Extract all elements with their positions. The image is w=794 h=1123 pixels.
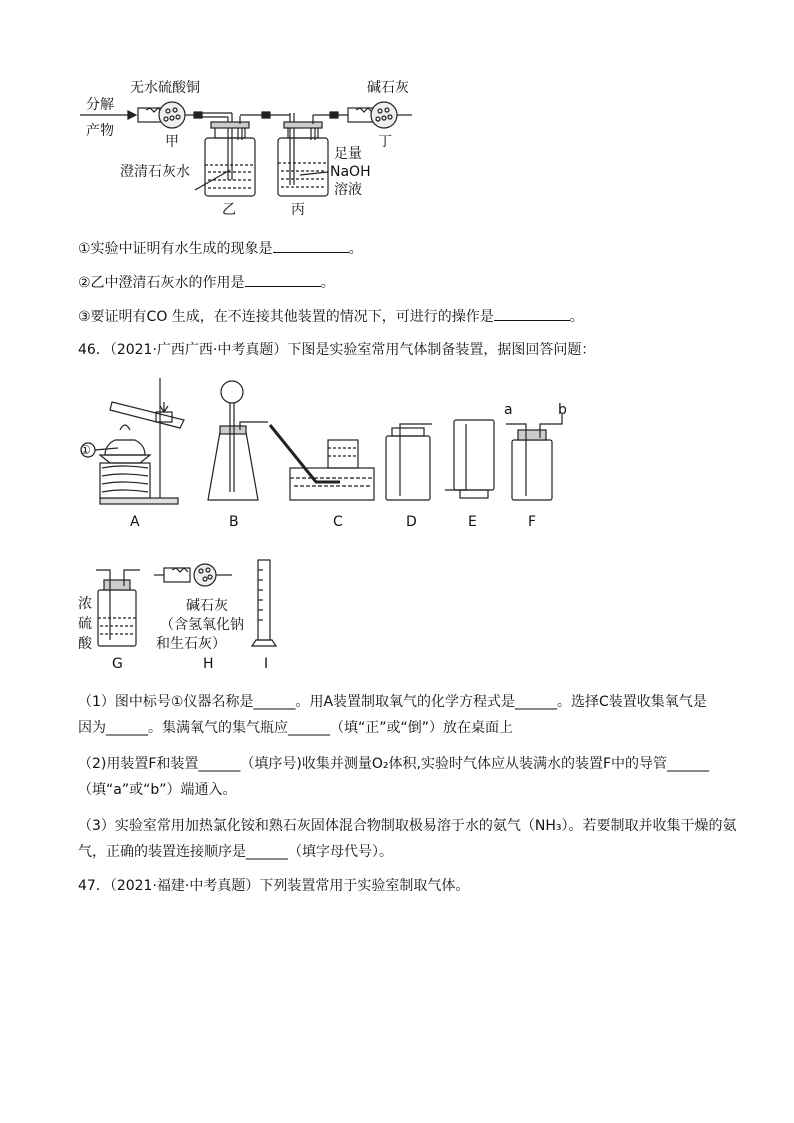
label-bing: 丙 xyxy=(291,202,305,218)
stand-base xyxy=(100,498,178,504)
q47-header: 47．（2021·福建·中考真题）下列装置常用于实验室制取气体。 xyxy=(78,878,470,894)
label-circle-1: ① xyxy=(80,443,91,457)
label-sufficient: 足量 xyxy=(334,146,362,162)
q46-header: 46．（2021·广西广西·中考真题）下图是实验室常用气体制备装置，据图回答问题： xyxy=(78,342,596,358)
q45-item-2: ②乙中澄清石灰水的作用是 。 xyxy=(78,272,335,293)
label-soda-lime-h: 碱石灰 xyxy=(186,598,228,614)
arrow-label-products: 产物 xyxy=(86,123,114,139)
alcohol-lamp-cap xyxy=(105,440,145,455)
bottle-d xyxy=(386,436,430,500)
label-anhydrous-cuso4: 无水硫酸铜 xyxy=(130,80,200,96)
q46-sub1-line1: （1）图中标号①仪器名称是______。用A装置制取氧气的化学方程式是______。选择C装置收集氧气是 xyxy=(78,694,707,710)
bottle-f xyxy=(512,440,552,500)
label-port-a: a xyxy=(504,402,513,418)
arrow-label-decompose: 分解 xyxy=(86,97,114,113)
q46-sub2-line1: （2)用装置F和装置______（填序号)收集并测量O₂体积,实验时气体应从装满水的装置F中的导管______ xyxy=(78,756,710,772)
conical-flask xyxy=(208,432,258,500)
label-a-apparatus: A xyxy=(130,514,140,530)
label-c-apparatus: C xyxy=(333,514,343,530)
label-port-b: b xyxy=(558,402,567,418)
label-soda-lime-h-3: 和生石灰） xyxy=(156,636,226,652)
label-soda-lime: 碱石灰 xyxy=(367,80,409,96)
label-e-apparatus: E xyxy=(468,514,477,530)
drying-tube-h-bulb xyxy=(194,564,216,586)
q45-item-3: ③要证明有CO 生成，在不连接其他装置的情况下，可进行的操作是 。 xyxy=(78,306,584,327)
label-naoh: NaOH xyxy=(330,164,371,180)
q46-sub3-line1: （3）实验室常用加热氯化铵和熟石灰固体混合物制取极易溶于水的氨气（NH₃）。若要制取并收集干燥的氨 xyxy=(78,818,737,834)
label-yi: 乙 xyxy=(222,202,236,218)
label-jia: 甲 xyxy=(165,134,179,150)
q46-sub2-line2: （填“a”或“b”）端通入。 xyxy=(78,782,237,798)
label-soda-lime-h-2: （含氢氧化钠 xyxy=(160,617,244,633)
label-limewater: 澄清石灰水 xyxy=(120,164,190,180)
label-solution: 溶液 xyxy=(334,182,362,198)
label-h-apparatus: H xyxy=(203,656,214,672)
separatory-funnel xyxy=(221,381,243,403)
label-ding: 丁 xyxy=(378,134,392,150)
q45-item-1: ①实验中证明有水生成的现象是 。 xyxy=(78,238,363,259)
label-d-apparatus: D xyxy=(406,514,417,530)
q46-sub1-line2: 因为______。集满氧气的集气瓶应______（填“正”或“倒”）放在桌面上 xyxy=(78,720,514,736)
label-b-apparatus: B xyxy=(229,514,239,530)
test-tube xyxy=(110,402,184,428)
wooden-block xyxy=(100,463,150,498)
q46-sub3-line2: 气，正确的装置连接顺序是______（填字母代号）。 xyxy=(78,844,393,860)
collecting-bottle-c xyxy=(328,440,358,468)
label-f-apparatus: F xyxy=(528,514,537,530)
label-conc-1: 浓 xyxy=(78,596,92,612)
label-i-apparatus: I xyxy=(264,656,269,672)
label-g-apparatus: G xyxy=(112,656,123,672)
water-trough xyxy=(290,468,374,500)
label-conc-3: 酸 xyxy=(78,636,92,652)
bottle-e xyxy=(454,420,494,490)
label-conc-2: 硫 xyxy=(78,616,92,632)
